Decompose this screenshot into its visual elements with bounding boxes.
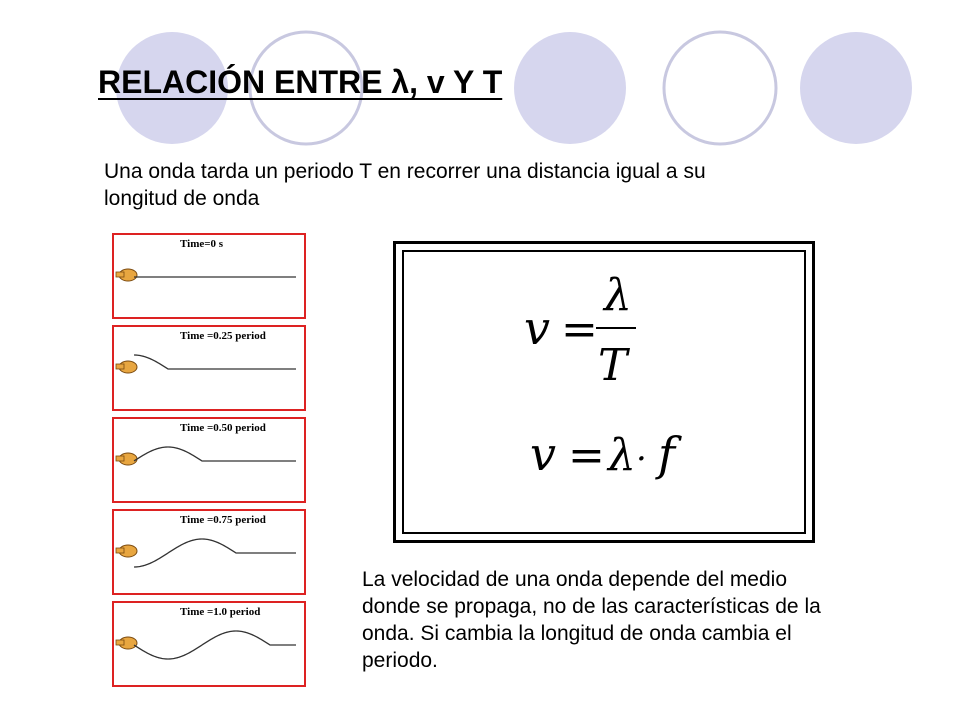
decor-circle [664, 32, 776, 144]
hand-icon [116, 545, 137, 557]
note-text: La velocidad de una onda depende del medio donde se propaga, no de las características de la onda. Si cambia la longitud de onda cambia el periodo. [362, 568, 821, 672]
decor-circle [514, 32, 626, 144]
wave-frame [112, 509, 306, 595]
frame-time-label: Time =0.75 period [180, 514, 266, 526]
formula-graphic [396, 244, 812, 540]
intro-text: Una onda tarda un periodo T en recorrer una distancia igual a su longitud de onda [104, 160, 706, 210]
wave-frames [112, 233, 308, 693]
wave-frame [112, 233, 306, 319]
hand-icon [116, 637, 137, 649]
decor-circle [800, 32, 912, 144]
hand-icon [116, 453, 137, 465]
wave-line [134, 539, 296, 567]
formula2-dot: · [636, 439, 647, 479]
wave-line [134, 355, 296, 369]
formula1-v: v [524, 301, 550, 355]
hand-icon [116, 269, 137, 281]
slide-title: RELACIÓN ENTRE λ, v Y T [98, 64, 503, 100]
formula1-equals: = [561, 304, 598, 355]
formula2-f: f [658, 427, 676, 481]
formula2-v: v [530, 427, 556, 481]
formula1-numerator: λ [604, 270, 632, 321]
frame-time-label: Time=0 s [180, 238, 224, 250]
frame-time-label: Time =0.25 period [180, 330, 266, 342]
wave-graphic [114, 327, 304, 409]
formula2-equals: = [568, 430, 605, 481]
wave-line [134, 447, 296, 461]
frame-time-label: Time =0.50 period [180, 422, 266, 434]
wave-frame [112, 417, 306, 503]
formula-box [393, 241, 815, 543]
wave-graphic [114, 511, 304, 593]
hand-icon [116, 361, 137, 373]
wave-graphic [114, 235, 304, 317]
formula2-lambda: λ [608, 430, 636, 481]
wave-frame [112, 601, 306, 687]
frame-time-label: Time =1.0 period [180, 606, 261, 618]
wave-graphic [114, 603, 304, 685]
formula1-denominator: T [598, 340, 628, 391]
wave-frame [112, 325, 306, 411]
wave-line [134, 631, 296, 659]
wave-graphic [114, 419, 304, 501]
